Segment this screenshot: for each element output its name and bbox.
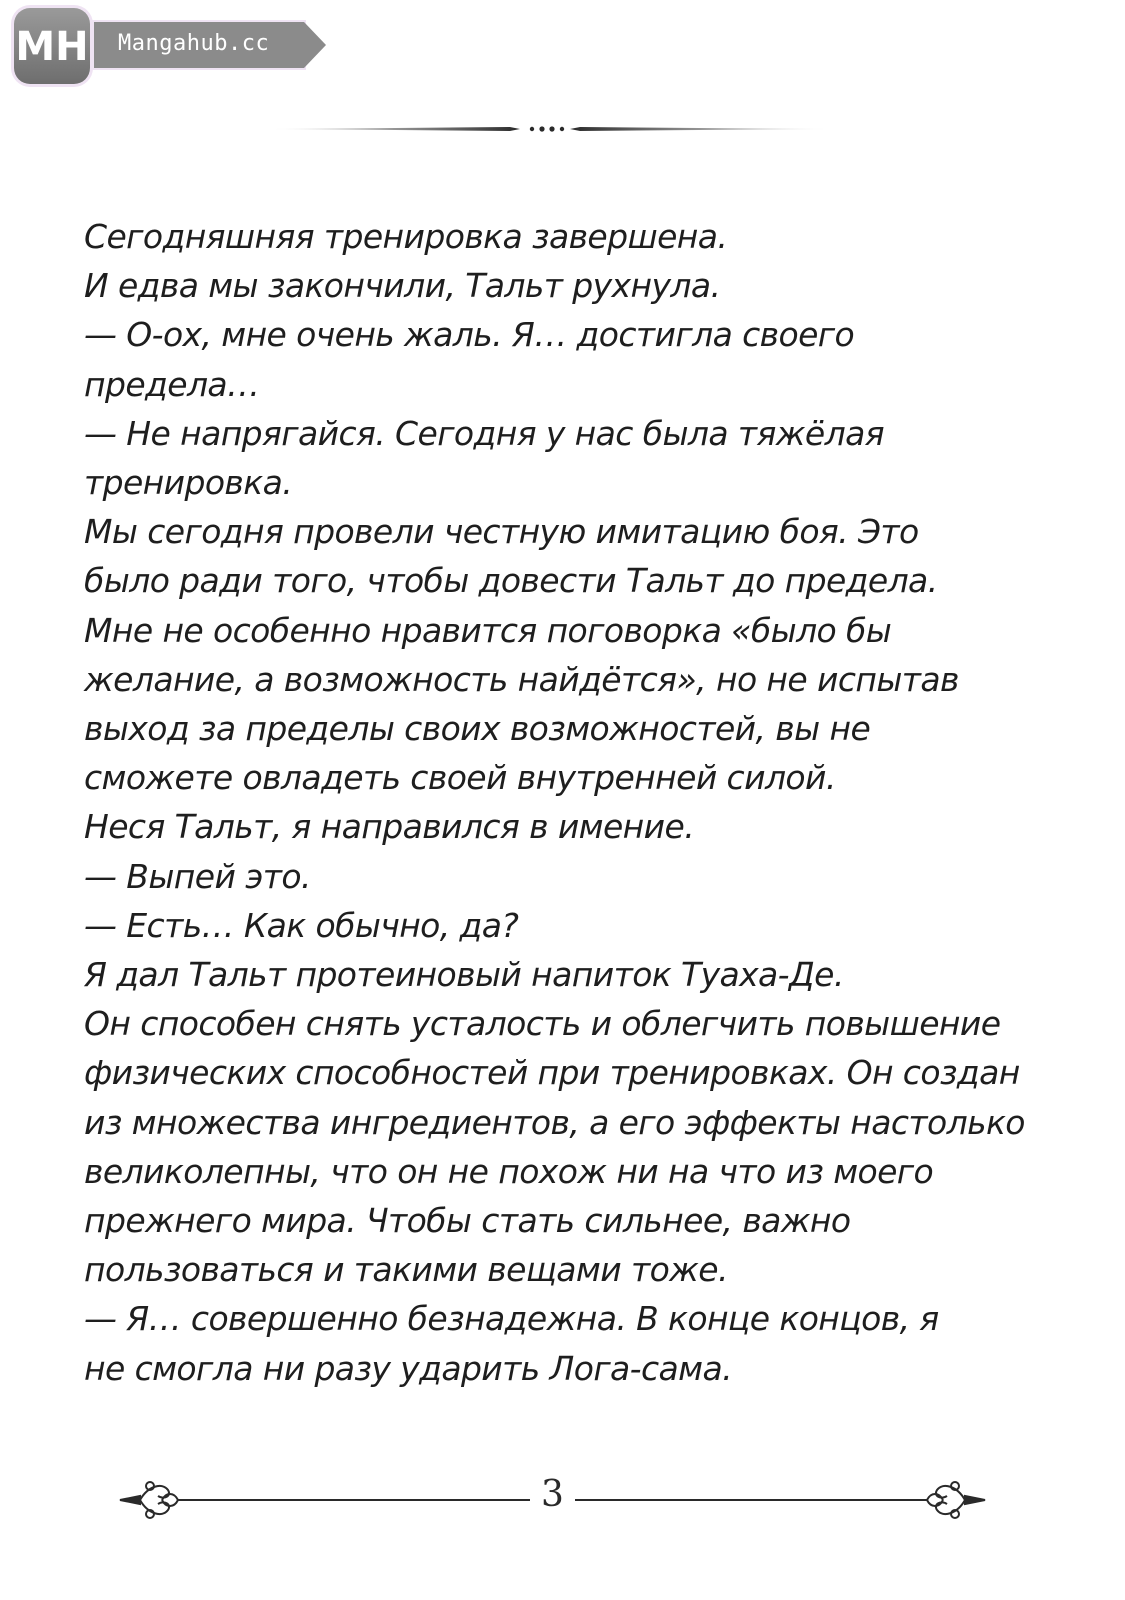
site-tag: [94, 22, 304, 68]
text-line: сможете овладеть своей внутренней силой.: [84, 758, 836, 798]
text-line: — Я… совершенно безнадежна. В конце концов, я: [84, 1299, 939, 1339]
text-line: выход за пределы своих возможностей, вы не: [84, 709, 871, 749]
text-line: из множества ингредиентов, а его эффекты настолько: [84, 1102, 1025, 1142]
text-line: Мы сегодня провели честную имитацию боя. Это: [84, 512, 919, 552]
text-line: Я дал Тальт протеиновый напиток Туаха-Де.: [84, 955, 844, 995]
page-number: [100, 1474, 1005, 1515]
text-line: Неся Тальт, я направился в имение.: [84, 807, 695, 847]
text-line: — Выпей это.: [84, 856, 311, 896]
text-line: предела…: [84, 364, 260, 404]
watermark-badge: [8, 8, 338, 88]
page-footer: [100, 1468, 1005, 1528]
text-line: Мне не особенно нравится поговорка «было бы: [84, 610, 892, 650]
text-line: тренировка.: [84, 463, 293, 503]
text-line: Он способен снять усталость и облегчить повышение: [84, 1004, 1001, 1044]
text-line: было ради того, чтобы довести Тальт до предела.: [84, 561, 938, 601]
text-line: прежнего мира. Чтобы стать сильнее, важно: [84, 1201, 851, 1241]
top-divider-ornament: [270, 118, 830, 140]
page-number-label: 3: [535, 1474, 570, 1515]
text-line: — О-ох, мне очень жаль. Я… достигла своего: [84, 315, 855, 355]
text-line: физических способностей при тренировках. Он создан: [84, 1053, 1020, 1093]
text-line: не смогла ни разу ударить Лога-сама.: [84, 1348, 732, 1388]
chapter-text: [84, 212, 1074, 1393]
text-line: И едва мы закончили, Тальт рухнула.: [84, 266, 721, 306]
text-line: — Есть… Как обычно, да?: [84, 905, 519, 945]
text-line: желание, а возможность найдётся», но не испытав: [84, 659, 959, 699]
mh-logo-icon: [14, 8, 90, 84]
site-logo: [14, 8, 90, 84]
text-line: — Не напрягайся. Сегодня у нас была тяжёлая: [84, 413, 884, 453]
site-name: Mangahub.cc: [118, 31, 270, 56]
text-line: великолепны, что он не похож ни на что из моего: [84, 1151, 934, 1191]
svg-text:MH: MH: [15, 24, 89, 70]
text-line: Сегодняшняя тренировка завершена.: [84, 217, 728, 256]
text-line: пользоваться и такими вещами тоже.: [84, 1250, 728, 1290]
